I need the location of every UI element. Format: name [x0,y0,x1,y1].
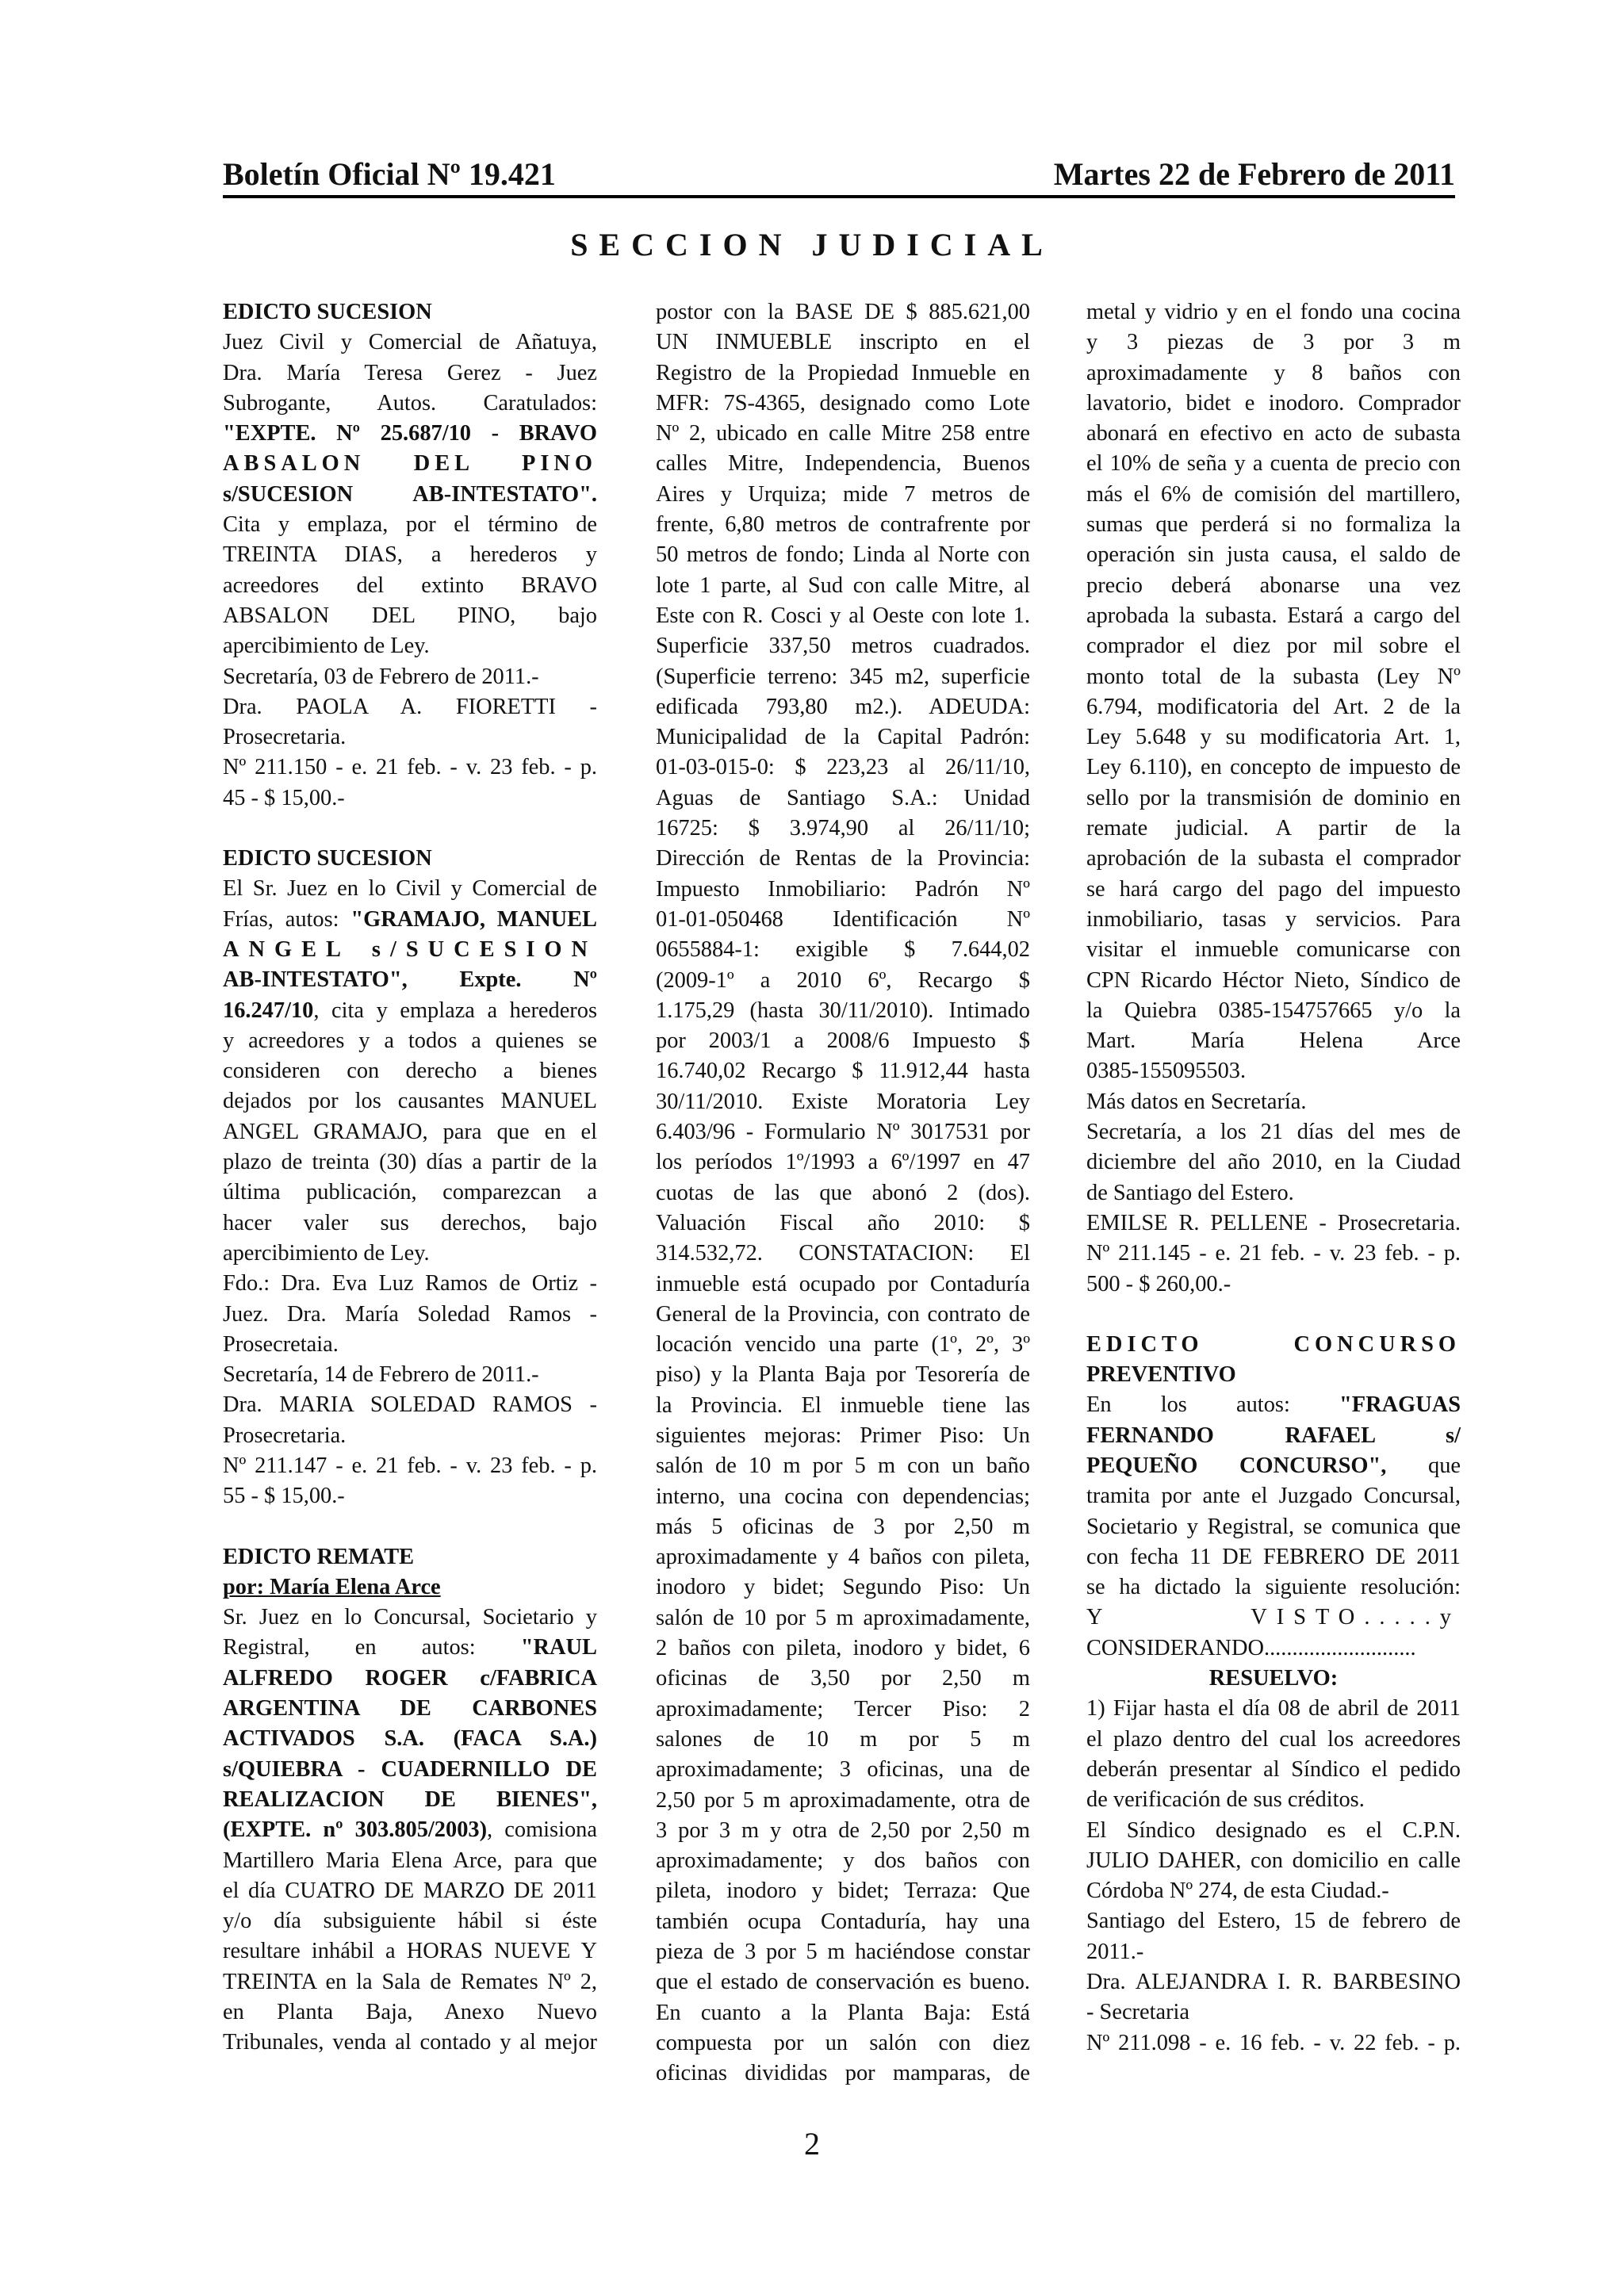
text-line: piso) y la Planta Baja por Tesorería de [656,1362,1030,1388]
text-line: 0655884-1: exigible $ 7.644,02 [656,937,1030,963]
text-line: Dra. PAOLA A. FIORETTI - [223,694,597,719]
text-line: 16725: $ 3.974,90 al 26/11/10; [656,816,1030,841]
text-line: s/SUCESION AB-INTESTATO". [223,481,597,507]
text-line: Dra. ALEJANDRA I. R. BARBESINO [1086,1970,1461,1995]
text-line: plazo de treinta (30) días a partir de la [223,1150,597,1175]
text-line: la Quiebra 0385-154757665 y/o la [1086,998,1461,1023]
text-line: pieza de 3 por 5 m haciéndose constar [656,1940,1030,1965]
text-line: por 2003/1 a 2008/6 Impuesto $ [656,1028,1030,1054]
text-line: los períodos 1º/1993 a 6º/1997 en 47 [656,1150,1030,1175]
text-line: operación sin justa causa, el saldo de [1086,542,1461,568]
text-line: Valuación Fiscal año 2010: $ [656,1210,1030,1235]
text-line: Ley 5.648 y su modificatoria Art. 1, [1086,725,1461,750]
text-line: Prosecretaria. [223,725,347,750]
text-line: metal y vidrio y en el fondo una cocina [1086,300,1461,324]
text-line: siguientes mejoras: Primer Piso: Un [656,1423,1030,1448]
text-line: calles Mitre, Independencia, Buenos [656,451,1030,477]
text-line: MFR: 7S-4365, designado como Lote [656,390,1030,416]
text-line: inodoro y bidet; Segundo Piso: Un [656,1575,1030,1600]
text-line: aproximadamente y 8 baños con [1086,360,1461,385]
text-line: Nº 211.147 - e. 21 feb. - v. 23 feb. - p. [223,1453,597,1478]
text-line: 6.403/96 - Formulario Nº 3017531 por [656,1120,1030,1145]
text-line: más 5 oficinas de 3 por 2,50 m [656,1514,1030,1539]
text-line: Nº 2, ubicado en calle Mitre 258 entre [656,421,1030,446]
text-line: 01-03-015-0: $ 223,23 al 26/11/10, [656,755,1030,780]
text-line: aproximadamente; y dos baños con [656,1848,1030,1874]
text-line: Nº 211.098 - e. 16 feb. - v. 22 feb. - p. [1086,2030,1461,2055]
text-line: hacer valer sus derechos, bajo [223,1210,597,1235]
text-line: Y VISTO.....y [1086,1605,1461,1630]
text-line: Prosecretaria. [223,1423,347,1448]
text-line: En los autos: "FRAGUAS [1086,1392,1461,1418]
text-line: de verificación de sus créditos. [1086,1787,1365,1813]
text-line: Nº 211.150 - e. 21 feb. - v. 23 feb. - p. [223,755,597,780]
text-line: Municipalidad de la Capital Padrón: [656,725,1030,750]
text-line: la Provincia. El inmueble tiene las [656,1392,1030,1418]
text-line: El Sr. Juez en lo Civil y Comercial de [223,876,597,902]
text-line: aproximadamente; Tercer Piso: 2 [656,1696,1030,1721]
text-line: con fecha 11 DE FEBRERO DE 2011 [1086,1544,1461,1569]
text-line: y acreedores y a todos a quienes se [223,1028,597,1053]
text-line: Tribunales, venda al contado y al mejor [223,2030,597,2055]
text-line: Juez. Dra. María Soledad Ramos - [223,1301,597,1327]
text-line: tramita por ante el Juzgado Concursal, [1086,1484,1461,1509]
edict-title: EDICTO REMATE [223,1544,415,1569]
text-line: Aires y Urquiza; mide 7 metros de [656,481,1030,507]
text-line: se hará cargo del pago del impuesto [1086,876,1461,902]
text-line: Juez Civil y Comercial de Añatuya, [223,330,597,355]
text-line: Aguas de Santiago S.A.: Unidad [656,785,1030,810]
text-line: Más datos en Secretaría. [1086,1089,1307,1114]
text-line: EMILSE R. PELLENE - Prosecretaria. [1086,1210,1461,1235]
text-line: y 3 piezas de 3 por 3 m [1086,330,1461,355]
text-line: Secretaría, a los 21 días del mes de [1086,1120,1461,1145]
text-line: lote 1 parte, al Sud con calle Mitre, al [656,573,1030,598]
text-line: el plazo dentro del cual los acreedores [1086,1726,1461,1752]
text-line: sello por la transmisión de dominio en [1086,785,1461,810]
issue-date: Martes 22 de Febrero de 2011 [1053,156,1455,192]
text-line: diciembre del año 2010, en la Ciudad [1086,1150,1461,1175]
text-line: aproximadamente; 3 oficinas, una de [656,1757,1030,1783]
text-line: ABSALON DEL PINO, bajo [223,603,597,628]
text-line: Prosecretaia. [223,1331,339,1357]
edict-title: EDICTO SUCESION [223,846,432,871]
text-line: 16.740,02 Recargo $ 11.912,44 hasta [656,1059,1030,1084]
text-line: 50 metros de fondo; Linda al Norte con [656,542,1030,568]
text-line: Mart. María Helena Arce [1086,1028,1461,1054]
text-line: compuesta por un salón con diez [656,2030,1030,2055]
text-line: Frías, autos: "GRAMAJO, MANUEL [223,906,597,932]
text-line: 500 - $ 260,00.- [1086,1271,1231,1296]
text-line: lavatorio, bidet e inodoro. Comprador [1086,390,1461,416]
text-line: 1.175,29 (hasta 30/11/2010). Intimado [656,998,1030,1023]
text-line: Martillero Maria Elena Arce, para que [223,1848,597,1873]
text-line: salón de 10 por 5 m aproximadamente, [656,1605,1030,1630]
text-line: dejados por los causantes MANUEL [223,1089,597,1114]
auctioneer-name: por: María Elena Arce [223,1574,441,1599]
text-line: Subrogante, Autos. Caratulados: [223,390,597,416]
edict-title: EDICTO SUCESION [223,300,432,324]
column-1 [223,297,597,2058]
text-line: se ha dictado la siguiente resolución: [1086,1575,1461,1600]
text-line: FERNANDO RAFAEL s/ [1086,1423,1461,1448]
text-line: (EXPTE. nº 303.805/2003), comisiona [223,1817,597,1843]
text-line: edificada 793,80 m2.). ADEUDA: [656,694,1030,719]
text-line: más el 6% de comisión del martillero, [1086,481,1461,507]
text-line: de Santiago del Estero. [1086,1180,1294,1205]
text-line: CPN Ricardo Héctor Nieto, Síndico de [1086,967,1461,993]
text-line: ABSALON DEL PINO [223,451,597,477]
text-line: Registral, en autos: "RAUL [223,1635,597,1660]
text-line: 2011.- [1086,1939,1144,1964]
text-line: consideren con derecho a bienes [223,1059,597,1084]
text-line: ARGENTINA DE CARBONES [223,1696,597,1721]
text-line: el 10% de seña y a cuenta de precio con [1086,451,1461,477]
text-line: postor con la BASE DE $ 885.621,00 [656,300,1030,324]
text-line: Superficie 337,50 metros cuadrados. [656,634,1030,659]
text-line: que el estado de conservación es bueno. [656,1970,1030,1995]
text-line: inmobiliario, tasas y servicios. Para [1086,906,1461,932]
text-line: s/QUIEBRA - CUADERNILLO DE [223,1756,597,1782]
text-line: el día CUATRO DE MARZO DE 2011 [223,1878,597,1903]
text-line: Impuesto Inmobiliario: Padrón Nº [656,876,1030,902]
text-line: Nº 211.145 - e. 21 feb. - v. 23 feb. - p. [1086,1241,1461,1266]
text-line: (2009-1º a 2010 6º, Recargo $ [656,967,1030,993]
edict-title: EDICTO CONCURSO [1086,1331,1461,1357]
text-line: cuotas de las que abonó 2 (dos). [656,1180,1030,1205]
text-line: abonará en efectivo en acto de subasta [1086,421,1461,446]
text-line: En cuanto a la Planta Baja: Está [656,2000,1030,2025]
text-line: Dirección de Rentas de la Provincia: [656,846,1030,871]
text-line: apercibimiento de Ley. [223,634,430,659]
text-line: Santiago del Estero, 15 de febrero de [1086,1909,1461,1934]
text-line: oficinas de 3,50 por 2,50 m [656,1666,1030,1691]
text-line: AB-INTESTATO", Expte. Nº [223,967,597,993]
text-line: 30/11/2010. Existe Moratoria Ley [656,1089,1030,1114]
text-line: ALFREDO ROGER c/FABRICA [223,1665,597,1691]
text-line: y/o día subsiguiente hábil si éste [223,1909,597,1934]
text-line: oficinas divididas por mamparas, de [656,2061,1030,2086]
text-line: 16.247/10, cita y emplaza a herederos [223,998,597,1023]
page-header [223,155,1455,198]
text-line: deberán presentar al Síndico el pedido [1086,1756,1461,1782]
text-line: interno, una cocina con dependencias; [656,1484,1030,1509]
text-line: General de la Provincia, con contrato de [656,1301,1030,1327]
text-line: comprador el diez por mil sobre el [1086,634,1461,659]
text-line: UN INMUEBLE inscripto en el [656,330,1030,355]
text-line: 01-01-050468 Identificación Nº [656,906,1030,932]
resolution-heading: RESUELVO: [1208,1666,1339,1691]
column-3 [1086,297,1461,2058]
edict-title: PREVENTIVO [1086,1362,1236,1388]
text-line: Fdo.: Dra. Eva Luz Ramos de Ortiz - [223,1271,597,1296]
section-title: SECCION JUDICIAL [570,227,1054,262]
text-line: Societario y Registral, se comunica que [1086,1514,1461,1539]
text-line: ANGEL GRAMAJO, para que en el [223,1119,597,1144]
text-line: salones de 10 m por 5 m [656,1726,1030,1752]
text-line: 3 por 3 m y otra de 2,50 por 2,50 m [656,1817,1030,1843]
text-line: PEQUEÑO CONCURSO", que [1086,1453,1461,1478]
text-line: 0385-155095503. [1086,1059,1247,1084]
text-line: salón de 10 m por 5 m con un baño [656,1453,1030,1479]
text-line: locación vencido una parte (1º, 2º, 3º [656,1332,1030,1358]
text-line: El Síndico designado es el C.P.N. [1086,1817,1461,1843]
text-line: Este con R. Cosci y al Oeste con lote 1. [656,603,1030,628]
text-line: precio deberá abonarse una vez [1086,573,1461,598]
text-line: 1) Fijar hasta el día 08 de abril de 2011 [1086,1696,1461,1721]
text-line: remate judicial. A partir de la [1086,816,1461,841]
text-line: - Secretaria [1086,2000,1190,2025]
text-line: TREINTA en la Sala de Remates Nº 2, [223,1969,597,1994]
text-line: aprobada la subasta. Estará a cargo del [1086,603,1461,628]
text-line: Sr. Juez en lo Concursal, Societario y [223,1605,597,1630]
text-line: ANGEL s/SUCESION [223,936,597,962]
text-line: aprobación de la subasta el comprador [1086,846,1461,871]
text-line: Córdoba Nº 274, de esta Ciudad.- [1086,1878,1389,1904]
page-number: 2 [804,2126,820,2162]
text-line: Ley 6.110), en concepto de impuesto de [1086,755,1461,780]
text-line: ACTIVADOS S.A. (FACA S.A.) [223,1726,597,1752]
text-line: sumas que perderá si no formaliza la [1086,512,1461,538]
text-line: acreedores del extinto BRAVO [223,573,597,598]
text-line: monto total de la subasta (Ley Nº [1086,664,1461,689]
text-line: 314.532,72. CONSTATACION: El [656,1241,1030,1266]
text-line: 6.794, modificatoria del Art. 2 de la [1086,694,1461,719]
text-line: frente, 6,80 metros de contrafrente por [656,512,1030,538]
text-line: CONSIDERANDO........................... [1086,1635,1416,1660]
text-line: en Planta Baja, Anexo Nuevo [223,2000,597,2025]
text-line: aproximadamente y 4 baños con pileta, [656,1545,1030,1570]
column-2 [656,297,1030,2089]
text-line: pileta, inodoro y bidet; Terraza: Que [656,1878,1030,1904]
text-line: inmueble está ocupado por Contaduría [656,1271,1030,1296]
text-line: resultare inhábil a HORAS NUEVE Y [223,1939,597,1964]
text-line: Registro de la Propiedad Inmueble en [656,360,1030,385]
text-line: 45 - $ 15,00.- [223,785,345,810]
text-line: JULIO DAHER, con domicilio en calle [1086,1848,1461,1873]
text-line: Secretaría, 03 de Febrero de 2011.- [223,664,539,689]
text-line: Cita y emplaza, por el término de [223,512,597,538]
text-line: (Superficie terreno: 345 m2, superficie [656,664,1030,689]
text-line: última publicación, comparezcan a [223,1180,597,1205]
text-line: 55 - $ 15,00.- [223,1484,345,1509]
bulletin-number: Boletín Oficial Nº 19.421 [223,156,556,192]
text-line: también ocupa Contaduría, hay una [656,1909,1030,1934]
text-line: Dra. MARIA SOLEDAD RAMOS - [223,1392,597,1418]
text-line: Secretaría, 14 de Febrero de 2011.- [223,1362,539,1388]
text-line: REALIZACION DE BIENES", [223,1787,597,1812]
text-line: "EXPTE. Nº 25.687/10 - BRAVO [223,421,597,446]
text-line: TREINTA DIAS, a herederos y [223,542,597,568]
text-line: Dra. María Teresa Gerez - Juez [223,360,597,385]
text-line: 2 baños con pileta, inodoro y bidet, 6 [656,1636,1030,1661]
text-line: apercibimiento de Ley. [223,1240,430,1266]
text-line: 2,50 por 5 m aproximadamente, otra de [656,1787,1030,1813]
text-line: visitar el inmueble comunicarse con [1086,937,1461,963]
